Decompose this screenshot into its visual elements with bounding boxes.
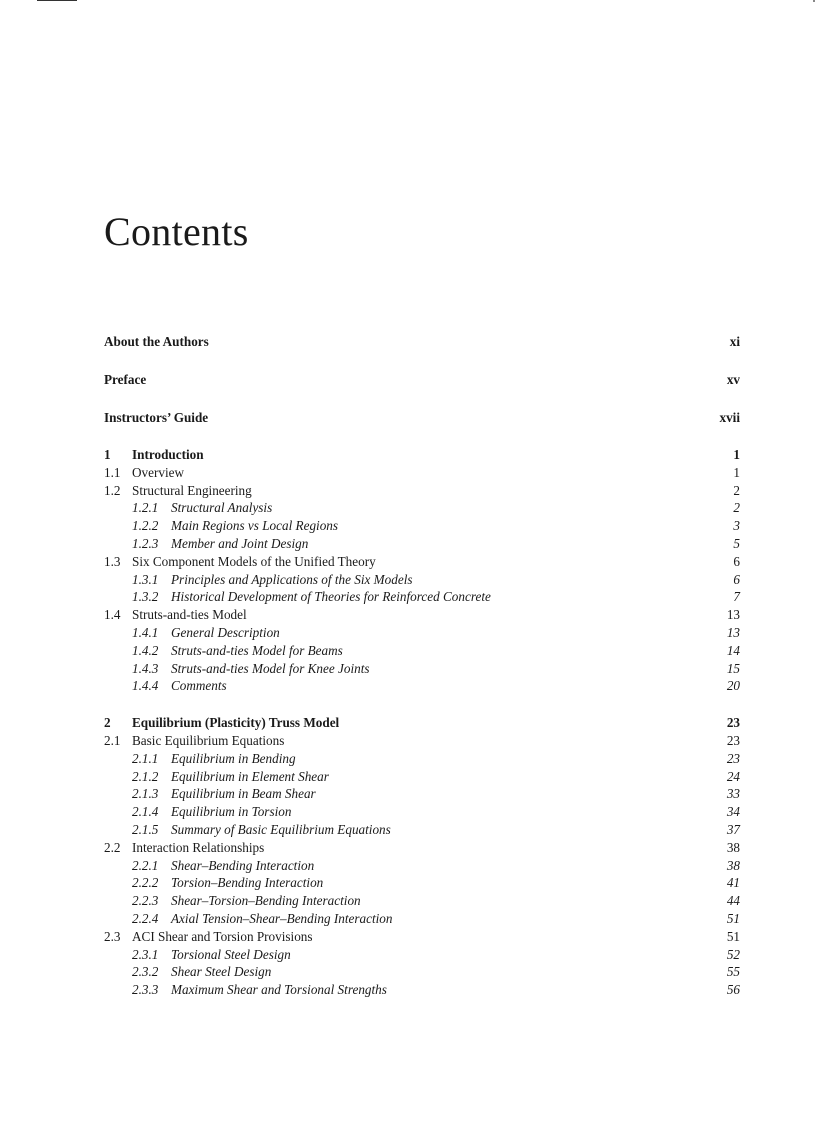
toc-subsection-row bbox=[104, 874, 740, 892]
toc-section-row bbox=[104, 839, 740, 857]
table-of-contents bbox=[104, 332, 740, 999]
toc-entry-page: 1 bbox=[733, 447, 740, 462]
toc-entry-heading bbox=[132, 803, 727, 821]
toc-entry-number: 1.4.1 bbox=[132, 624, 159, 640]
toc-subsection-row bbox=[104, 785, 740, 803]
toc-entry-title: Shear–Bending Interaction bbox=[171, 857, 315, 873]
toc-entry-page: 38 bbox=[726, 857, 740, 873]
toc-entry-title: Shear–Torsion–Bending Interaction bbox=[171, 893, 361, 909]
toc-chapter-heading bbox=[104, 446, 733, 464]
toc-entry-heading bbox=[132, 535, 733, 553]
toc-entry-number: 2.2.2 bbox=[132, 875, 159, 891]
toc-subsection-row bbox=[104, 677, 740, 695]
toc-entry-number: 2.1.2 bbox=[132, 768, 159, 784]
toc-entry-heading bbox=[132, 874, 727, 892]
toc-entry-number: 1.1 bbox=[104, 464, 121, 480]
toc-entry-title: Historical Development of Theories for Reinforced Concrete bbox=[171, 589, 491, 605]
toc-entry-title: Principles and Applications of the Six Models bbox=[171, 571, 413, 587]
toc-entry-title: Struts-and-ties Model bbox=[132, 607, 247, 623]
toc-entry-number: 1.4 bbox=[104, 607, 121, 623]
toc-entry-page: 6 bbox=[733, 553, 740, 569]
toc-chapter-number: 1 bbox=[104, 447, 111, 462]
toc-subsection-row bbox=[104, 768, 740, 786]
toc-chapter-row bbox=[104, 714, 740, 732]
toc-subsection-row bbox=[104, 910, 740, 928]
toc-entry-heading bbox=[104, 839, 727, 857]
toc-section-row bbox=[104, 606, 740, 624]
toc-entry-page: 37 bbox=[726, 821, 740, 837]
toc-entry-number: 2.1 bbox=[104, 732, 121, 748]
toc-entry-number: 2.1.4 bbox=[132, 804, 159, 820]
toc-entry-heading bbox=[104, 606, 727, 624]
toc-subsection-row bbox=[104, 857, 740, 875]
toc-entry-page: 3 bbox=[733, 518, 740, 534]
toc-entry-number: 1.2.2 bbox=[132, 518, 159, 534]
toc-entry-title: Summary of Basic Equilibrium Equations bbox=[171, 821, 391, 837]
toc-chapter-number: 2 bbox=[104, 715, 111, 731]
toc-chapter-title: Equilibrium (Plasticity) Truss Model bbox=[132, 715, 340, 731]
toc-entry-heading bbox=[132, 517, 733, 535]
toc-entry-page: 52 bbox=[726, 946, 740, 962]
toc-entry-page: 51 bbox=[726, 910, 740, 926]
toc-entry-page: 2 bbox=[733, 482, 740, 498]
toc-entry-page: 55 bbox=[726, 964, 740, 980]
chapter-1-block bbox=[104, 446, 740, 695]
toc-entry-page: 38 bbox=[726, 839, 740, 855]
toc-subsection-row bbox=[104, 517, 740, 535]
toc-section-row bbox=[104, 464, 740, 482]
toc-entry-title: Structural Engineering bbox=[132, 482, 252, 498]
toc-entry-page: xv bbox=[726, 372, 740, 387]
toc-entry-title: Overview bbox=[132, 464, 184, 480]
toc-entry-heading bbox=[132, 660, 727, 678]
chapter-2-block bbox=[104, 714, 740, 999]
toc-entry-page: 5 bbox=[733, 535, 740, 551]
toc-subsection-row bbox=[104, 624, 740, 642]
toc-entry-page: 7 bbox=[733, 589, 740, 605]
toc-entry-number: 2.3 bbox=[104, 928, 121, 944]
toc-entry-page: 20 bbox=[726, 678, 740, 694]
toc-entry-number: 1.3.2 bbox=[132, 589, 159, 605]
toc-entry-heading bbox=[132, 571, 733, 589]
toc-subsection-row bbox=[104, 981, 740, 999]
toc-entry-number: 2.1.3 bbox=[132, 786, 159, 802]
toc-entry-title: Basic Equilibrium Equations bbox=[132, 732, 285, 748]
toc-chapter-row bbox=[104, 446, 740, 464]
corner-mark bbox=[813, 0, 815, 2]
toc-entry-title: Comments bbox=[171, 678, 227, 694]
toc-entry-title: Maximum Shear and Torsional Strengths bbox=[171, 982, 387, 998]
toc-entry-heading bbox=[132, 499, 733, 517]
corner-rule bbox=[37, 0, 77, 1]
toc-entry-heading bbox=[132, 768, 727, 786]
toc-entry-page: 6 bbox=[733, 571, 740, 587]
front-matter-list bbox=[104, 332, 740, 428]
toc-entry-title: Struts-and-ties Model for Knee Joints bbox=[171, 660, 370, 676]
toc-entry-heading bbox=[132, 642, 727, 660]
toc-entry-heading bbox=[104, 482, 733, 500]
toc-subsection-row bbox=[104, 821, 740, 839]
toc-entry-page: xi bbox=[729, 334, 740, 349]
toc-entry-heading bbox=[132, 910, 727, 928]
toc-entry-number: 1.3.1 bbox=[132, 571, 159, 587]
toc-section-row bbox=[104, 482, 740, 500]
toc-front-matter-row bbox=[104, 370, 740, 390]
toc-entry-title: Equilibrium in Bending bbox=[171, 750, 296, 766]
toc-subsection-row bbox=[104, 535, 740, 553]
toc-entry-number: 1.2.3 bbox=[132, 535, 159, 551]
toc-entry-title: Preface bbox=[104, 372, 147, 387]
toc-entry-page: 44 bbox=[726, 893, 740, 909]
toc-entry-page: 2 bbox=[733, 500, 740, 516]
toc-entry-page: 23 bbox=[726, 732, 740, 748]
toc-entry-number: 2.2.3 bbox=[132, 893, 159, 909]
toc-entry-heading bbox=[132, 857, 727, 875]
toc-subsection-row bbox=[104, 803, 740, 821]
toc-entry-page: xvii bbox=[719, 410, 740, 425]
toc-entry-page: 23 bbox=[726, 750, 740, 766]
toc-entry-page: 51 bbox=[726, 928, 740, 944]
toc-chapter-heading bbox=[104, 714, 727, 732]
toc-entry-page: 24 bbox=[726, 768, 740, 784]
toc-entry-page: 13 bbox=[726, 624, 740, 640]
toc-entry-number: 2.2.1 bbox=[132, 857, 159, 873]
toc-entry-number: 2.3.1 bbox=[132, 946, 159, 962]
toc-entry-number: 2.3.2 bbox=[132, 964, 159, 980]
toc-subsection-row bbox=[104, 946, 740, 964]
toc-entry-heading bbox=[104, 464, 733, 482]
toc-subsection-row bbox=[104, 892, 740, 910]
toc-entry-number: 2.2 bbox=[104, 839, 121, 855]
toc-entry-heading bbox=[132, 821, 727, 839]
toc-entry-number: 1.2.1 bbox=[132, 500, 159, 516]
toc-entry-page: 13 bbox=[726, 607, 740, 623]
toc-entry-number: 2.2.4 bbox=[132, 910, 159, 926]
toc-entry-title: Six Component Models of the Unified Theory bbox=[132, 553, 376, 569]
toc-entry-number: 2.1.5 bbox=[132, 821, 159, 837]
toc-entry-heading bbox=[132, 946, 727, 964]
toc-entry-title: Main Regions vs Local Regions bbox=[171, 518, 339, 534]
toc-entry-number: 1.4.4 bbox=[132, 678, 159, 694]
toc-entry-title: Shear Steel Design bbox=[171, 964, 272, 980]
toc-entry-heading bbox=[132, 785, 727, 803]
toc-entry-number: 1.4.3 bbox=[132, 660, 159, 676]
toc-entry-page: 15 bbox=[726, 660, 740, 676]
toc-entry-heading bbox=[132, 981, 727, 999]
toc-entry-title: Instructors’ Guide bbox=[104, 410, 209, 425]
toc-entry-page: 14 bbox=[726, 642, 740, 658]
toc-entry-heading bbox=[132, 588, 733, 606]
toc-entry-title: Torsional Steel Design bbox=[171, 946, 291, 962]
toc-entry-heading bbox=[132, 677, 727, 695]
toc-entry-page: 23 bbox=[726, 715, 740, 731]
toc-entry-heading bbox=[132, 892, 727, 910]
toc-front-matter-row bbox=[104, 332, 740, 352]
toc-chapter-title: Introduction bbox=[132, 447, 204, 462]
toc-section-row bbox=[104, 553, 740, 571]
toc-entry-number: 1.2 bbox=[104, 482, 121, 498]
toc-subsection-row bbox=[104, 750, 740, 768]
toc-entry-title: Member and Joint Design bbox=[171, 535, 309, 551]
toc-entry-title: Equilibrium in Torsion bbox=[171, 804, 292, 820]
toc-entry-number: 2.3.3 bbox=[132, 982, 159, 998]
toc-entry-title: Equilibrium in Beam Shear bbox=[171, 786, 316, 802]
toc-entry-number: 1.4.2 bbox=[132, 642, 159, 658]
chapter-gap bbox=[104, 695, 740, 714]
toc-entry-heading bbox=[104, 553, 733, 571]
toc-entry-page: 34 bbox=[726, 804, 740, 820]
toc-entry-page: 56 bbox=[726, 982, 740, 998]
toc-entry-heading bbox=[132, 624, 727, 642]
toc-entry-page: 33 bbox=[726, 786, 740, 802]
toc-entry-heading bbox=[132, 963, 727, 981]
toc-section-row bbox=[104, 732, 740, 750]
toc-entry-heading bbox=[104, 928, 727, 946]
toc-entry-title: About the Authors bbox=[104, 334, 209, 349]
toc-subsection-row bbox=[104, 660, 740, 678]
toc-subsection-row bbox=[104, 588, 740, 606]
toc-entry-title: Axial Tension–Shear–Bending Interaction bbox=[171, 910, 393, 926]
toc-subsection-row bbox=[104, 571, 740, 589]
toc-subsection-row bbox=[104, 963, 740, 981]
toc-entry-title: Torsion–Bending Interaction bbox=[171, 875, 324, 891]
toc-entry-heading bbox=[132, 750, 727, 768]
toc-entry-page: 41 bbox=[726, 875, 740, 891]
toc-entry-heading bbox=[104, 732, 727, 750]
toc-entry-title: Interaction Relationships bbox=[132, 839, 265, 855]
toc-entry-title: Equilibrium in Element Shear bbox=[171, 768, 329, 784]
toc-front-matter-row bbox=[104, 408, 740, 428]
toc-subsection-row bbox=[104, 499, 740, 517]
toc-entry-title: ACI Shear and Torsion Provisions bbox=[132, 928, 313, 944]
toc-entry-number: 2.1.1 bbox=[132, 750, 159, 766]
toc-entry-number: 1.3 bbox=[104, 553, 121, 569]
toc-section-row bbox=[104, 928, 740, 946]
toc-entry-title: General Description bbox=[171, 624, 280, 640]
toc-subsection-row bbox=[104, 642, 740, 660]
toc-entry-page: 1 bbox=[733, 464, 740, 480]
page-title: Contents bbox=[104, 209, 249, 254]
toc-entry-title: Structural Analysis bbox=[171, 500, 273, 516]
toc-entry-title: Struts-and-ties Model for Beams bbox=[171, 642, 343, 658]
